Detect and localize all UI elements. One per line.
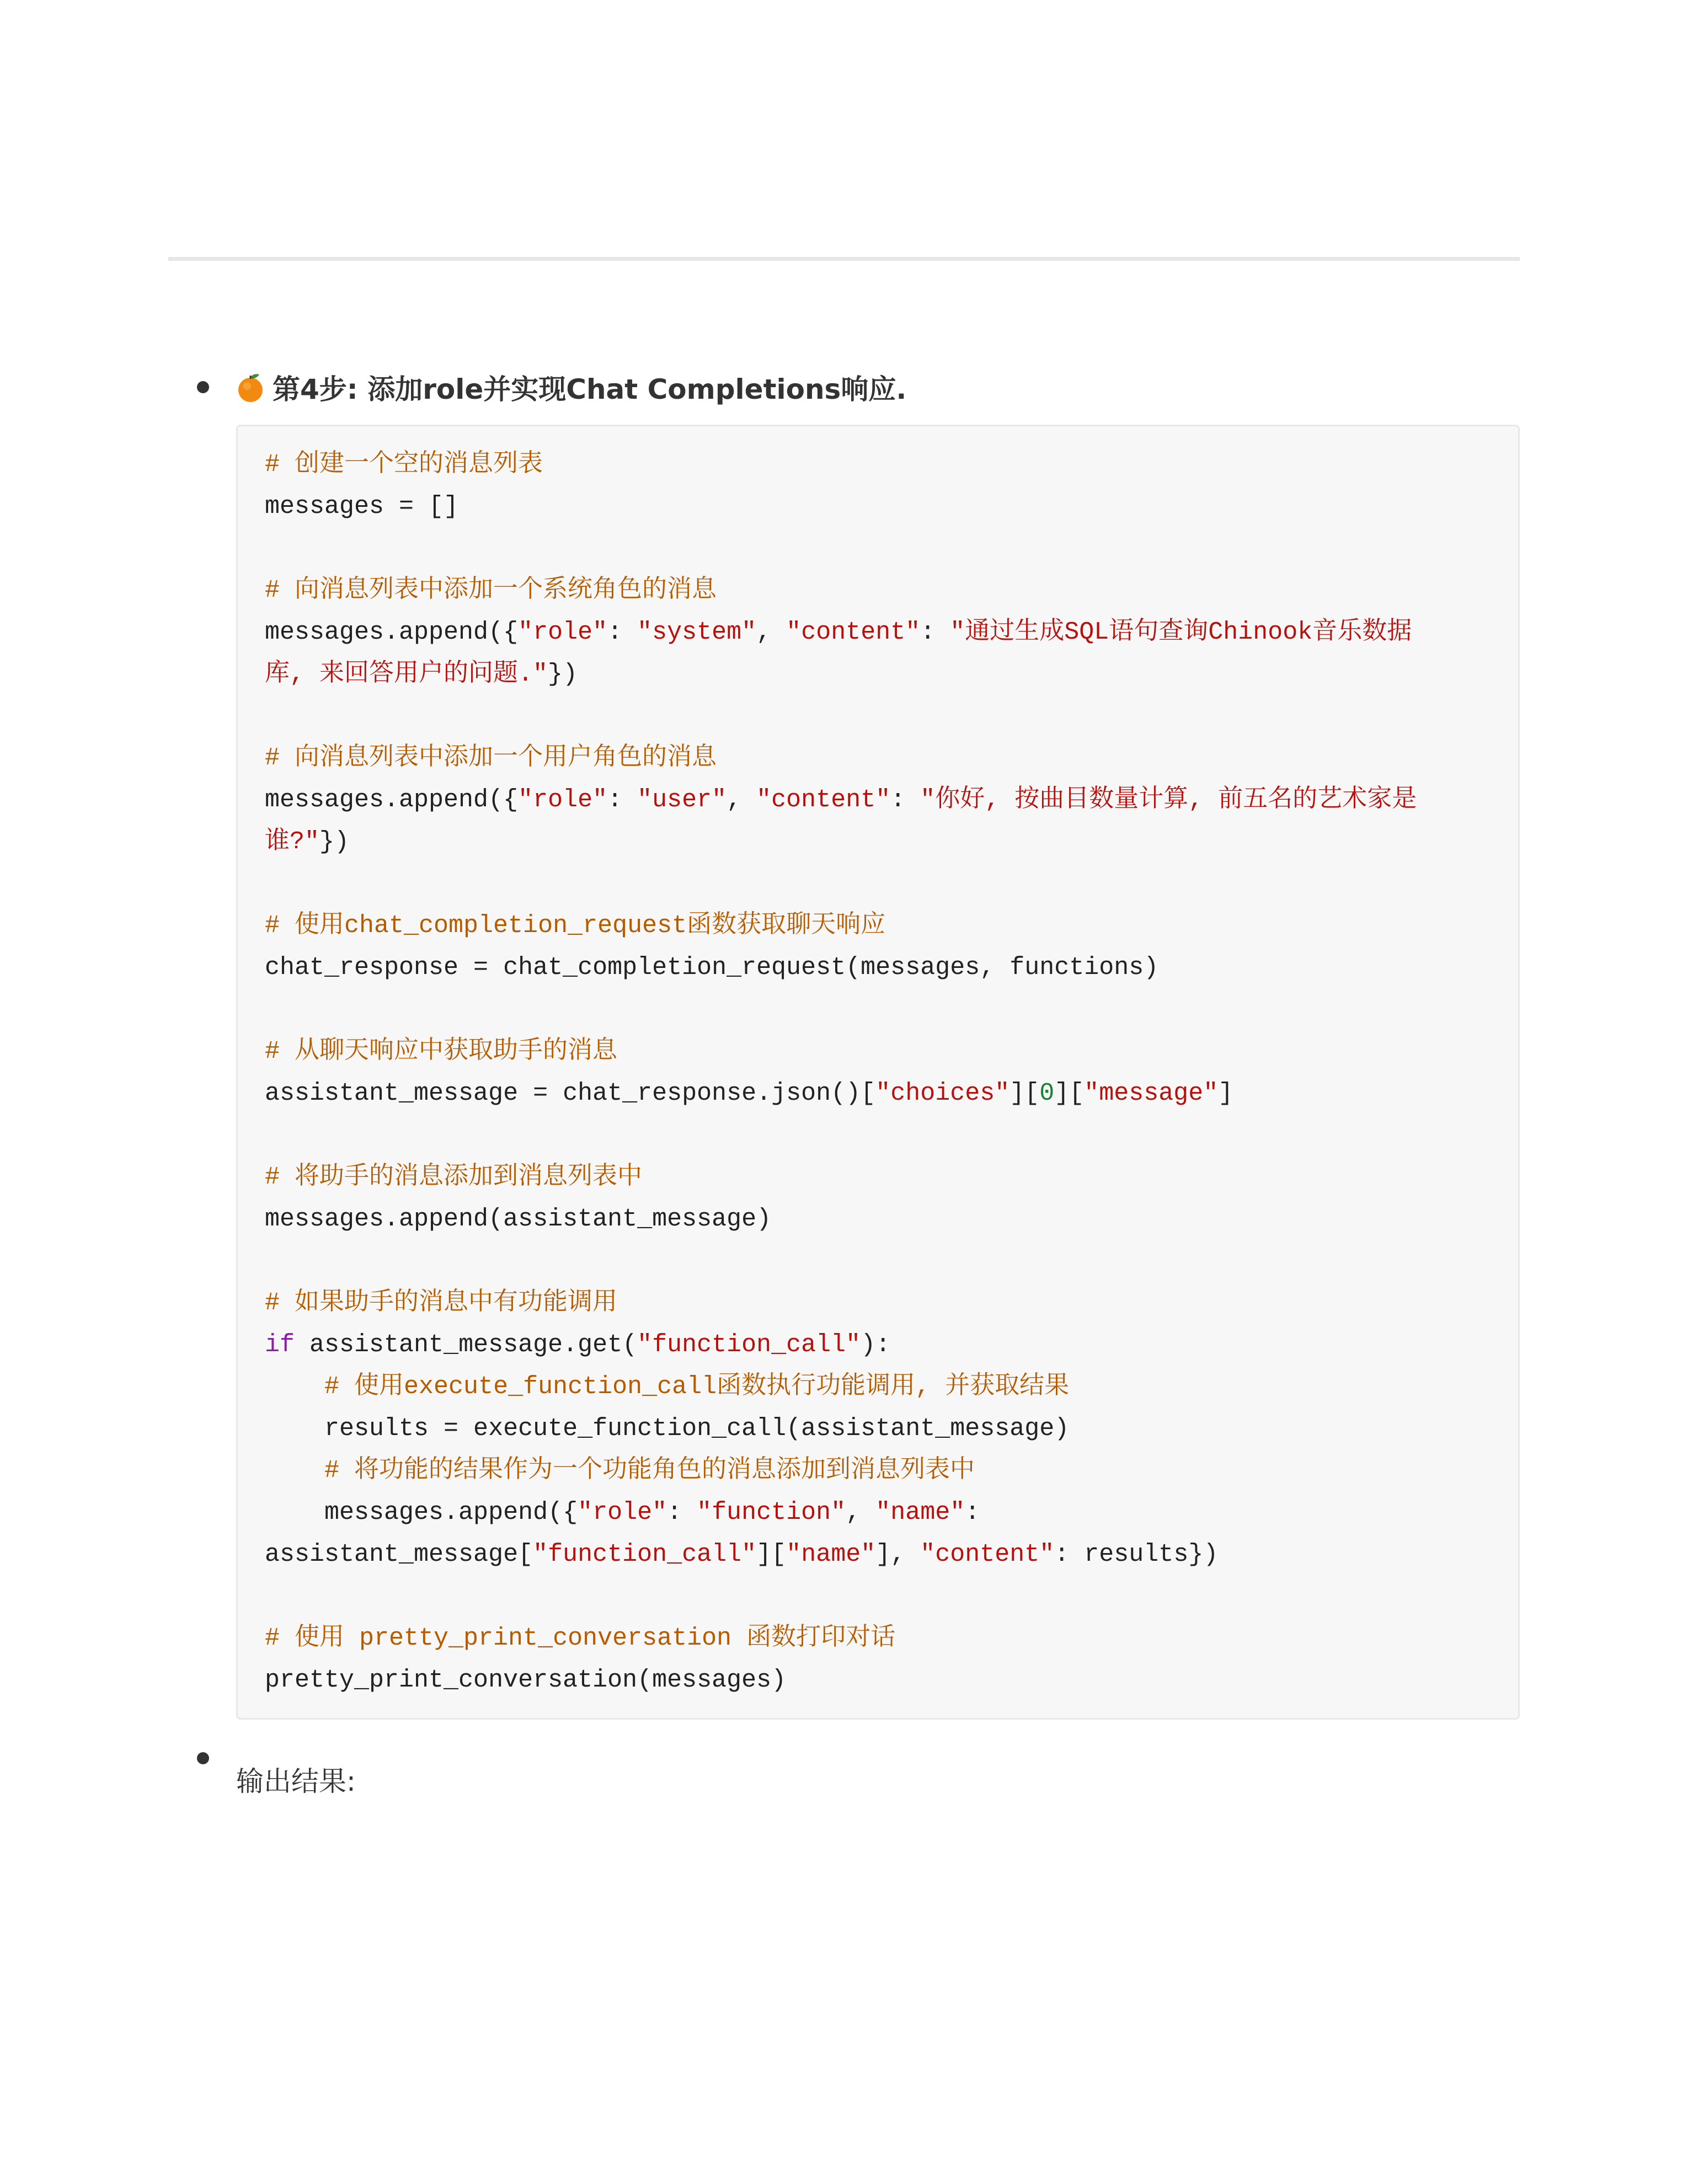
- code-line: [265, 1157, 1417, 1198]
- code-comment: # 使用execute_function_call函数执行功能调用, 并获取结果: [324, 1373, 1070, 1401]
- code-text: assistant_message.get(: [295, 1331, 638, 1359]
- code-line: [265, 486, 1417, 528]
- code-string: "role": [518, 618, 608, 646]
- code-text: : results}): [1054, 1540, 1219, 1569]
- code-text: messages = []: [265, 493, 459, 521]
- code-text: ][: [1009, 1079, 1040, 1107]
- code-string: 谁?": [265, 828, 320, 856]
- code-text: :: [890, 786, 921, 814]
- code-line: [265, 444, 1417, 486]
- output-label: 输出结果:: [236, 1765, 356, 1797]
- code-line: [265, 779, 1417, 821]
- code-line: [265, 1282, 1417, 1324]
- code-line: [265, 905, 1417, 947]
- code-text: ,: [846, 1498, 876, 1527]
- code-text: ],: [875, 1540, 921, 1569]
- code-comment: # 如果助手的消息中有功能调用: [265, 1289, 618, 1317]
- code-text: :: [667, 1498, 697, 1527]
- code-string: "role": [518, 786, 608, 814]
- code-line: [265, 570, 1417, 612]
- code-line: [265, 654, 1417, 695]
- horizontal-rule: [168, 257, 1520, 261]
- code-line: [265, 1240, 1417, 1282]
- code-line: [265, 1576, 1417, 1618]
- code-string: "choices": [875, 1079, 1010, 1107]
- code-string: "content": [786, 618, 921, 646]
- code-line: [265, 1534, 1417, 1576]
- code-comment: # 使用chat_completion_request函数获取聊天响应: [265, 912, 886, 940]
- code-text: ][: [756, 1540, 787, 1569]
- code-comment: # 创建一个空的消息列表: [265, 451, 543, 479]
- code-line: [265, 1408, 1417, 1450]
- code-line: [265, 989, 1417, 1031]
- code-text: messages.append(assistant_message): [265, 1205, 772, 1233]
- code-line: [265, 1366, 1417, 1408]
- code-string: "content": [920, 1540, 1055, 1569]
- list-bullet: [197, 381, 209, 393]
- code-line: [265, 612, 1417, 654]
- code-text: ][: [1054, 1079, 1085, 1107]
- code-line: [265, 1031, 1417, 1073]
- code-text: :: [607, 786, 638, 814]
- code-line: [265, 821, 1417, 863]
- code-line: [265, 1198, 1417, 1240]
- code-text: ):: [861, 1331, 891, 1359]
- code-text: results = execute_function_call(assistant_message): [265, 1415, 1070, 1443]
- code-string: "name": [786, 1540, 876, 1569]
- code-keyword: if: [265, 1331, 295, 1359]
- code-comment: # 向消息列表中添加一个用户角色的消息: [265, 744, 717, 772]
- code-comment: # 从聊天响应中获取助手的消息: [265, 1037, 618, 1066]
- code-text: }): [319, 828, 350, 856]
- code-line: [265, 695, 1417, 737]
- code-string: "message": [1084, 1079, 1219, 1107]
- code-text: messages.append({: [265, 1498, 578, 1527]
- code-text: }): [548, 660, 578, 688]
- code-string: "通过生成SQL语句查询Chinook音乐数据: [950, 618, 1412, 646]
- code-text: messages.append({: [265, 786, 519, 814]
- code-text: chat_response = chat_completion_request(messages, functions): [265, 954, 1159, 982]
- code-string: "你好, 按曲目数量计算, 前五名的艺术家是: [920, 786, 1417, 814]
- code-text: [265, 1457, 324, 1485]
- code-line: [265, 947, 1417, 989]
- code-string: "content": [756, 786, 891, 814]
- code-line: [265, 1115, 1417, 1157]
- code-line: [265, 863, 1417, 905]
- code-comment: # 使用 pretty_print_conversation 函数打印对话: [265, 1624, 896, 1652]
- code-line: [265, 1073, 1417, 1115]
- code-string: "function": [697, 1498, 846, 1527]
- step-heading: [236, 365, 906, 409]
- list-bullet: [197, 1752, 209, 1764]
- code-line: [265, 1324, 1417, 1366]
- code-comment: # 将助手的消息添加到消息列表中: [265, 1163, 643, 1191]
- code-string: "function_call": [533, 1540, 757, 1569]
- code-text: ,: [727, 786, 757, 814]
- code-comment: # 将功能的结果作为一个功能角色的消息添加到消息列表中: [324, 1457, 975, 1485]
- code-comment: # 向消息列表中添加一个系统角色的消息: [265, 576, 717, 604]
- code-text: :: [965, 1498, 980, 1527]
- code-text: pretty_print_conversation(messages): [265, 1666, 787, 1694]
- code-block[interactable]: [236, 425, 1520, 1720]
- code-string: "system": [637, 618, 757, 646]
- code-line: [265, 1660, 1417, 1701]
- code-line: [265, 737, 1417, 779]
- step-title: 第4步: 添加role并实现Chat Completions响应.: [273, 373, 907, 405]
- code-line: [265, 1450, 1417, 1492]
- code-line: [265, 1618, 1417, 1660]
- code-text: [265, 1373, 324, 1401]
- code-text: assistant_message = chat_response.json()[: [265, 1079, 876, 1107]
- code-string: "role": [578, 1498, 667, 1527]
- code-number: 0: [1039, 1079, 1055, 1107]
- code-text: messages.append({: [265, 618, 519, 646]
- code-text: ,: [756, 618, 787, 646]
- tangerine-icon: [236, 371, 265, 403]
- code-text: assistant_message[: [265, 1540, 533, 1569]
- code-string: 库, 来回答用户的问题.": [265, 660, 548, 688]
- code-string: "user": [637, 786, 727, 814]
- code-line: [265, 528, 1417, 570]
- code-string: "name": [875, 1498, 965, 1527]
- code-string: "function_call": [637, 1331, 861, 1359]
- code-line: [265, 1492, 1417, 1534]
- code-content: [265, 444, 1417, 1701]
- code-text: :: [607, 618, 638, 646]
- code-text: ]: [1218, 1079, 1233, 1107]
- code-text: :: [920, 618, 950, 646]
